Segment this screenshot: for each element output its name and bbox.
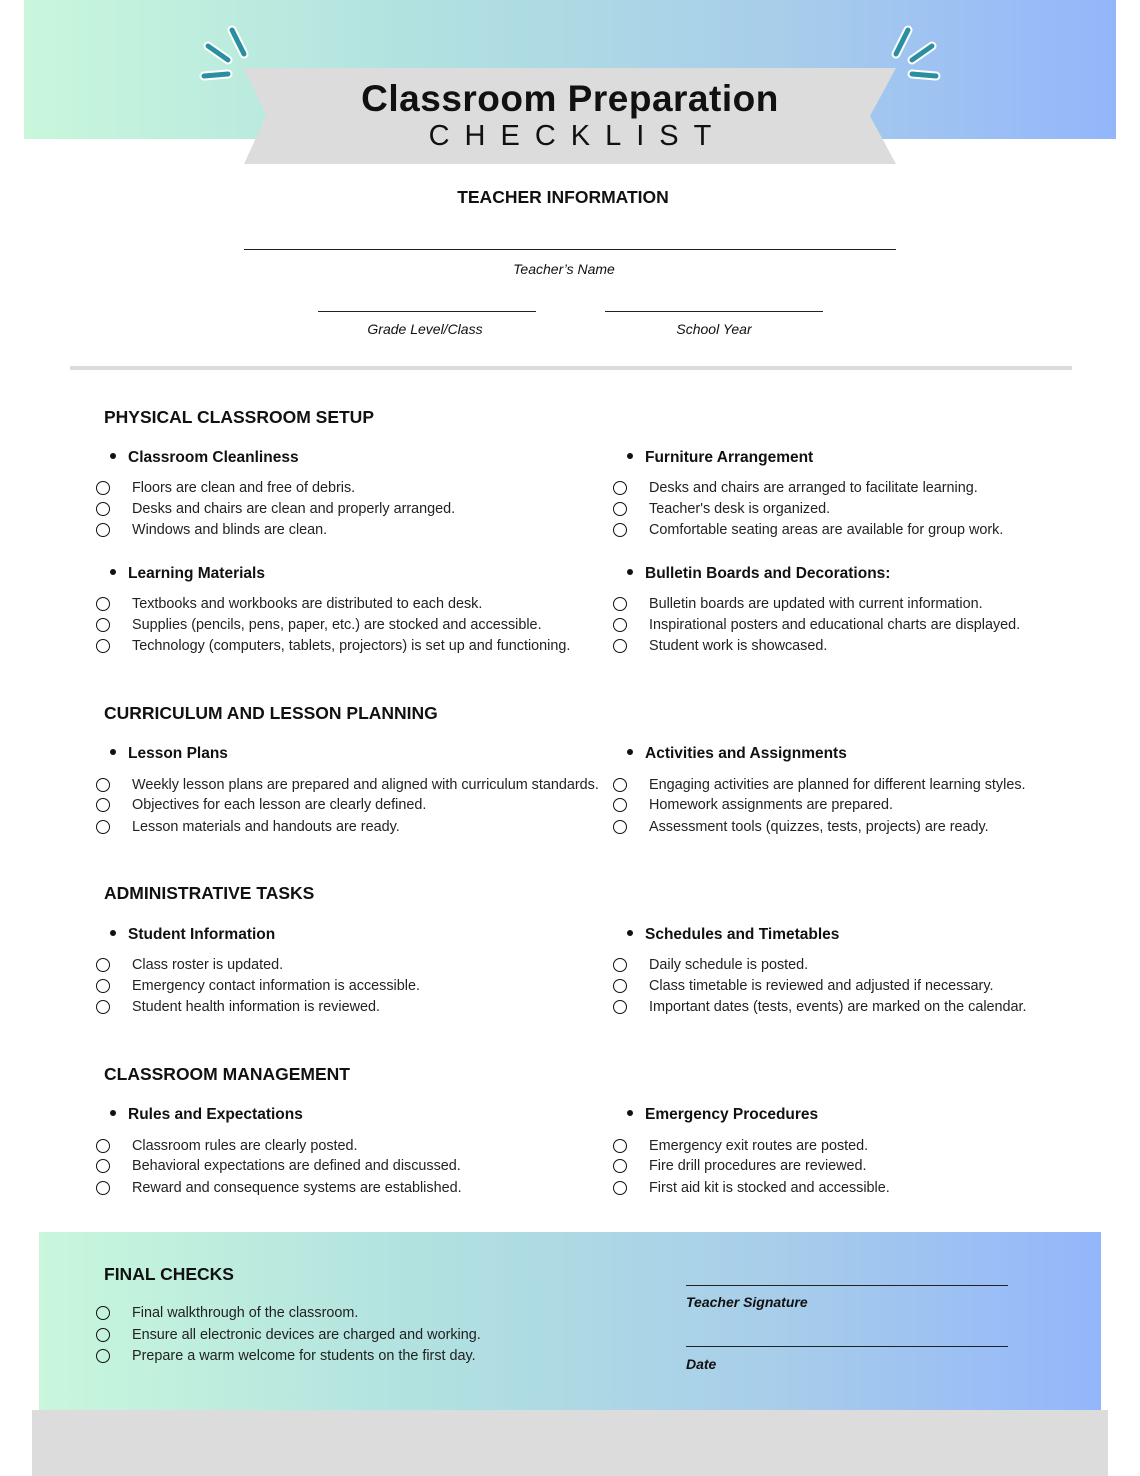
checkbox[interactable] xyxy=(613,820,627,834)
teacher-info-heading: TEACHER INFORMATION xyxy=(457,187,669,207)
checkbox[interactable] xyxy=(613,798,627,812)
checkbox[interactable] xyxy=(613,1139,627,1153)
checkbox[interactable] xyxy=(96,1181,110,1195)
group-title: Student Information xyxy=(110,926,275,944)
school-year-label: School Year xyxy=(676,321,752,337)
checkbox[interactable] xyxy=(96,618,110,632)
group-title: Bulletin Boards and Decorations: xyxy=(627,565,890,583)
checkbox[interactable] xyxy=(613,502,627,516)
section-title-classroom-management: CLASSROOM MANAGEMENT xyxy=(104,1064,350,1084)
checkbox[interactable] xyxy=(96,820,110,834)
checkbox[interactable] xyxy=(96,1000,110,1014)
checkbox[interactable] xyxy=(96,778,110,792)
signature-field[interactable] xyxy=(686,1285,1008,1286)
school-year-field[interactable] xyxy=(605,311,823,312)
checkbox[interactable] xyxy=(96,1159,110,1173)
checkbox[interactable] xyxy=(613,523,627,537)
group-title: Emergency Procedures xyxy=(627,1106,818,1124)
checkbox[interactable] xyxy=(613,1000,627,1014)
checkbox[interactable] xyxy=(96,1306,110,1320)
checkbox[interactable] xyxy=(96,798,110,812)
date-field[interactable] xyxy=(686,1346,1008,1347)
checkbox[interactable] xyxy=(613,1159,627,1173)
final-checks-band xyxy=(39,1232,1101,1410)
checkbox[interactable] xyxy=(613,958,627,972)
grade-level-field[interactable] xyxy=(318,311,536,312)
checkbox[interactable] xyxy=(96,481,110,495)
checkbox[interactable] xyxy=(96,502,110,516)
checkbox[interactable] xyxy=(96,597,110,611)
group-title: Lesson Plans xyxy=(110,745,228,763)
checkbox[interactable] xyxy=(613,597,627,611)
section-title-final-checks: FINAL CHECKS xyxy=(104,1264,234,1284)
checkbox[interactable] xyxy=(96,1349,110,1363)
teacher-name-field[interactable] xyxy=(244,249,896,250)
grade-level-label: Grade Level/Class xyxy=(367,321,483,337)
group-title: Learning Materials xyxy=(110,565,265,583)
checkbox[interactable] xyxy=(613,778,627,792)
checkbox[interactable] xyxy=(96,958,110,972)
checkbox[interactable] xyxy=(96,523,110,537)
section-divider xyxy=(70,366,1072,370)
page-title: Classroom Preparation xyxy=(361,78,779,119)
checkbox[interactable] xyxy=(613,618,627,632)
section-title-curriculum: CURRICULUM AND LESSON PLANNING xyxy=(104,703,438,723)
page-subtitle: CHECKLIST xyxy=(428,120,727,152)
group-title: Furniture Arrangement xyxy=(627,449,813,467)
checkbox[interactable] xyxy=(96,639,110,653)
group-title: Classroom Cleanliness xyxy=(110,449,299,467)
checkbox[interactable] xyxy=(96,979,110,993)
group-title: Rules and Expectations xyxy=(110,1106,303,1124)
checkbox[interactable] xyxy=(613,979,627,993)
teacher-name-label: Teacher’s Name xyxy=(513,261,615,277)
section-title-physical-setup: PHYSICAL CLASSROOM SETUP xyxy=(104,407,374,427)
group-title: Activities and Assignments xyxy=(627,745,847,763)
date-label: Date xyxy=(686,1356,717,1372)
checkbox[interactable] xyxy=(613,1181,627,1195)
checkbox[interactable] xyxy=(96,1139,110,1153)
signature-label: Teacher Signature xyxy=(686,1294,808,1310)
checkbox[interactable] xyxy=(613,481,627,495)
group-title: Schedules and Timetables xyxy=(627,926,839,944)
checkbox[interactable] xyxy=(613,639,627,653)
section-title-administrative: ADMINISTRATIVE TASKS xyxy=(104,883,315,903)
checkbox[interactable] xyxy=(96,1328,110,1342)
bottom-gray-bar xyxy=(32,1410,1108,1476)
